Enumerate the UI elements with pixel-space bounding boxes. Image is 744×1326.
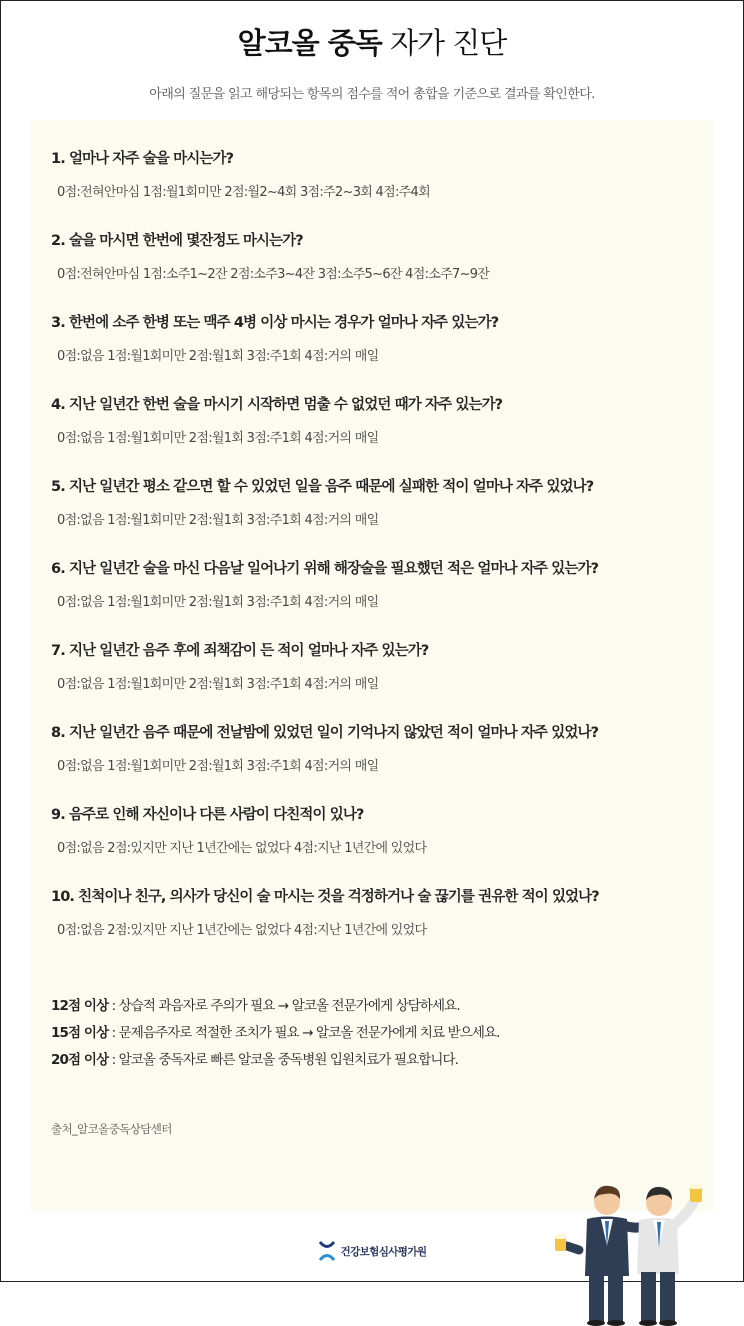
question-item bbox=[51, 641, 711, 723]
question-options: 0점:전혀안마심 1점:월1회미만 2점:월2~4회 3점:주2~3회 4점:주4회 bbox=[57, 185, 430, 200]
question-list bbox=[51, 149, 711, 969]
question-options: 0점:없음 2점:있지만 지난 1년간에는 없었다 4점:지난 1년간에 있었다 bbox=[57, 923, 427, 938]
question-text: 2. 술을 마시면 한번에 몇잔정도 마시는가? bbox=[51, 233, 303, 249]
title-bold: 알코올 중독 bbox=[237, 26, 382, 60]
result-item bbox=[51, 1051, 571, 1078]
question-text: 7. 지난 일년간 음주 후에 죄책감이 든 적이 얼마나 자주 있는가? bbox=[51, 643, 429, 659]
title-light: 자가 진단 bbox=[390, 26, 507, 60]
footer-org-name: 건강보험심사평가원 bbox=[340, 1245, 427, 1258]
footer-logo bbox=[318, 1241, 427, 1261]
result-level: 20점 이상 bbox=[51, 1052, 109, 1068]
question-item bbox=[51, 723, 711, 805]
footer bbox=[1, 1241, 743, 1263]
question-options: 0점:없음 1점:월1회미만 2점:월1회 3점:주1회 4점:거의 매일 bbox=[57, 349, 379, 364]
result-list bbox=[51, 997, 571, 1078]
question-text: 3. 한번에 소주 한병 또는 맥주 4병 이상 마시는 경우가 얼마나 자주 있는가? bbox=[51, 315, 499, 331]
result-item bbox=[51, 1024, 571, 1051]
result-text: : 상습적 과음자로 주의가 필요 → 알코올 전문가에게 상담하세요. bbox=[108, 998, 460, 1014]
result-text: : 알코올 중독자로 빠른 알코올 중독병원 입원치료가 필요합니다. bbox=[108, 1052, 459, 1068]
page-subtitle: 아래의 질문을 읽고 해당되는 항목의 점수를 적어 총합을 기준으로 결과를 확인한다. bbox=[149, 87, 595, 102]
question-item bbox=[51, 313, 711, 395]
question-options: 0점:없음 2점:있지만 지난 1년간에는 없었다 4점:지난 1년간에 있었다 bbox=[57, 841, 427, 856]
question-text: 4. 지난 일년간 한번 술을 마시기 시작하면 멈출 수 없었던 때가 자주 있는가? bbox=[51, 397, 503, 413]
result-item bbox=[51, 997, 571, 1024]
question-item bbox=[51, 559, 711, 641]
result-level: 15점 이상 bbox=[51, 1025, 109, 1041]
question-item bbox=[51, 149, 711, 231]
result-level: 12점 이상 bbox=[51, 998, 109, 1014]
content-panel bbox=[31, 121, 714, 1211]
question-item bbox=[51, 805, 711, 887]
question-text: 9. 음주로 인해 자신이나 다른 사람이 다친적이 있나? bbox=[51, 807, 364, 823]
question-options: 0점:없음 1점:월1회미만 2점:월1회 3점:주1회 4점:거의 매일 bbox=[57, 431, 379, 446]
question-item bbox=[51, 887, 711, 969]
question-text: 10. 친척이나 친구, 의사가 당신이 술 마시는 것을 걱정하거나 술 끊기를 권유한 적이 있었나? bbox=[51, 889, 599, 905]
question-item bbox=[51, 477, 711, 559]
hira-logo-icon bbox=[318, 1241, 336, 1261]
page-title bbox=[1, 21, 743, 62]
result-text: : 문제음주자로 적절한 조치가 필요 → 알코올 전문가에게 치료 받으세요. bbox=[108, 1025, 500, 1041]
question-text: 8. 지난 일년간 음주 때문에 전날밤에 있었던 일이 기억나지 않았던 적이 얼마나 자주 있었나? bbox=[51, 725, 599, 741]
question-options: 0점:없음 1점:월1회미만 2점:월1회 3점:주1회 4점:거의 매일 bbox=[57, 759, 379, 774]
source-credit: 출처_알코올중독상담센터 bbox=[51, 1122, 172, 1136]
question-text: 5. 지난 일년간 평소 같으면 할 수 있었던 일을 음주 때문에 실패한 적이 얼마나 자주 있었나? bbox=[51, 479, 594, 495]
question-item bbox=[51, 395, 711, 477]
question-text: 1. 얼마나 자주 술을 마시는가? bbox=[51, 151, 234, 167]
question-options: 0점:없음 1점:월1회미만 2점:월1회 3점:주1회 4점:거의 매일 bbox=[57, 677, 379, 692]
question-options: 0점:없음 1점:월1회미만 2점:월1회 3점:주1회 4점:거의 매일 bbox=[57, 595, 379, 610]
question-text: 6. 지난 일년간 술을 마신 다음날 일어나기 위해 해장술을 필요했던 적은 얼마나 자주 있는가? bbox=[51, 561, 599, 577]
question-options: 0점:전혀안마심 1점:소주1~2잔 2점:소주3~4잔 3점:소주5~6잔 4점:소주7~9잔 bbox=[57, 267, 490, 282]
question-item bbox=[51, 231, 711, 313]
question-options: 0점:없음 1점:월1회미만 2점:월1회 3점:주1회 4점:거의 매일 bbox=[57, 513, 379, 528]
